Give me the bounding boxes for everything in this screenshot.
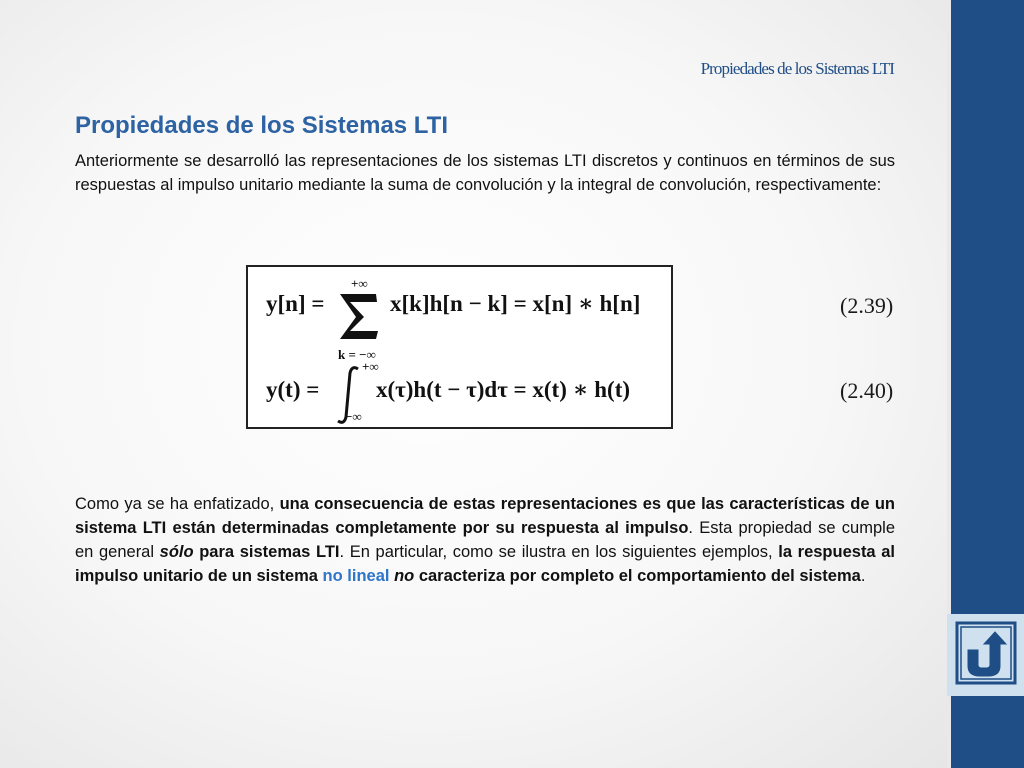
eq2-rhs: x(τ)h(t − τ)dτ = x(t) ∗ h(t): [376, 377, 631, 402]
body-emphasis-3: la respuesta al impulso unitario de un sistema: [75, 543, 896, 585]
body-highlight-no-lineal: no lineal: [322, 567, 390, 585]
formula-box: [246, 265, 673, 429]
body-text-4: .: [860, 567, 866, 585]
eq2-lhs: y(t) =: [266, 377, 320, 402]
sigma-symbol: [340, 294, 378, 339]
body-emphasis-2: para sistemas LTI: [193, 543, 340, 561]
body-paragraph: [75, 492, 895, 588]
body-text-3: . En particular, como se ilustra en los siguientes ejemplos,: [339, 543, 779, 561]
body-emphasis-4: caracteriza por completo el comportamiento del sistema: [414, 567, 861, 585]
u-turn-arrow-icon: [954, 620, 1018, 686]
body-emphasis-1: una consecuencia de estas representaciones es que las características de un sistema LTI están determinadas completamente por su respuesta al impulso: [75, 495, 895, 537]
equation-number-239: (2.39): [840, 293, 894, 318]
eq1-sum-upper: +∞: [351, 276, 368, 291]
body-text-2: . Esta propiedad se cumple en general: [75, 519, 895, 561]
intro-paragraph: Anteriormente se desarrolló las representaciones de los sistemas LTI discretos y continuos en términos de sus respuestas al impulso unitario mediante la suma de convolución y la integral de convolución, respectivamente:: [75, 152, 895, 194]
formula-svg: [248, 267, 671, 427]
body-text-1: Como ya se ha enfatizado,: [75, 495, 280, 513]
body-emphasis-solo: sólo: [159, 543, 194, 561]
eq1-rhs: x[k]h[n − k] = x[n] ∗ h[n]: [390, 291, 641, 316]
back-button[interactable]: [954, 620, 1018, 686]
eq1-lhs: y[n] =: [266, 291, 325, 316]
eq2-int-lower: −∞: [345, 409, 362, 424]
body-emphasis-no: no: [394, 567, 415, 585]
eq1-sum-lower: k = −∞: [338, 347, 376, 362]
header-title: Propiedades de los Sistemas LTI: [700, 59, 894, 78]
eq2-int-upper: +∞: [362, 359, 379, 374]
equation-number-240: (2.40): [840, 378, 894, 403]
page-title: Propiedades de los Sistemas LTI: [75, 112, 449, 139]
